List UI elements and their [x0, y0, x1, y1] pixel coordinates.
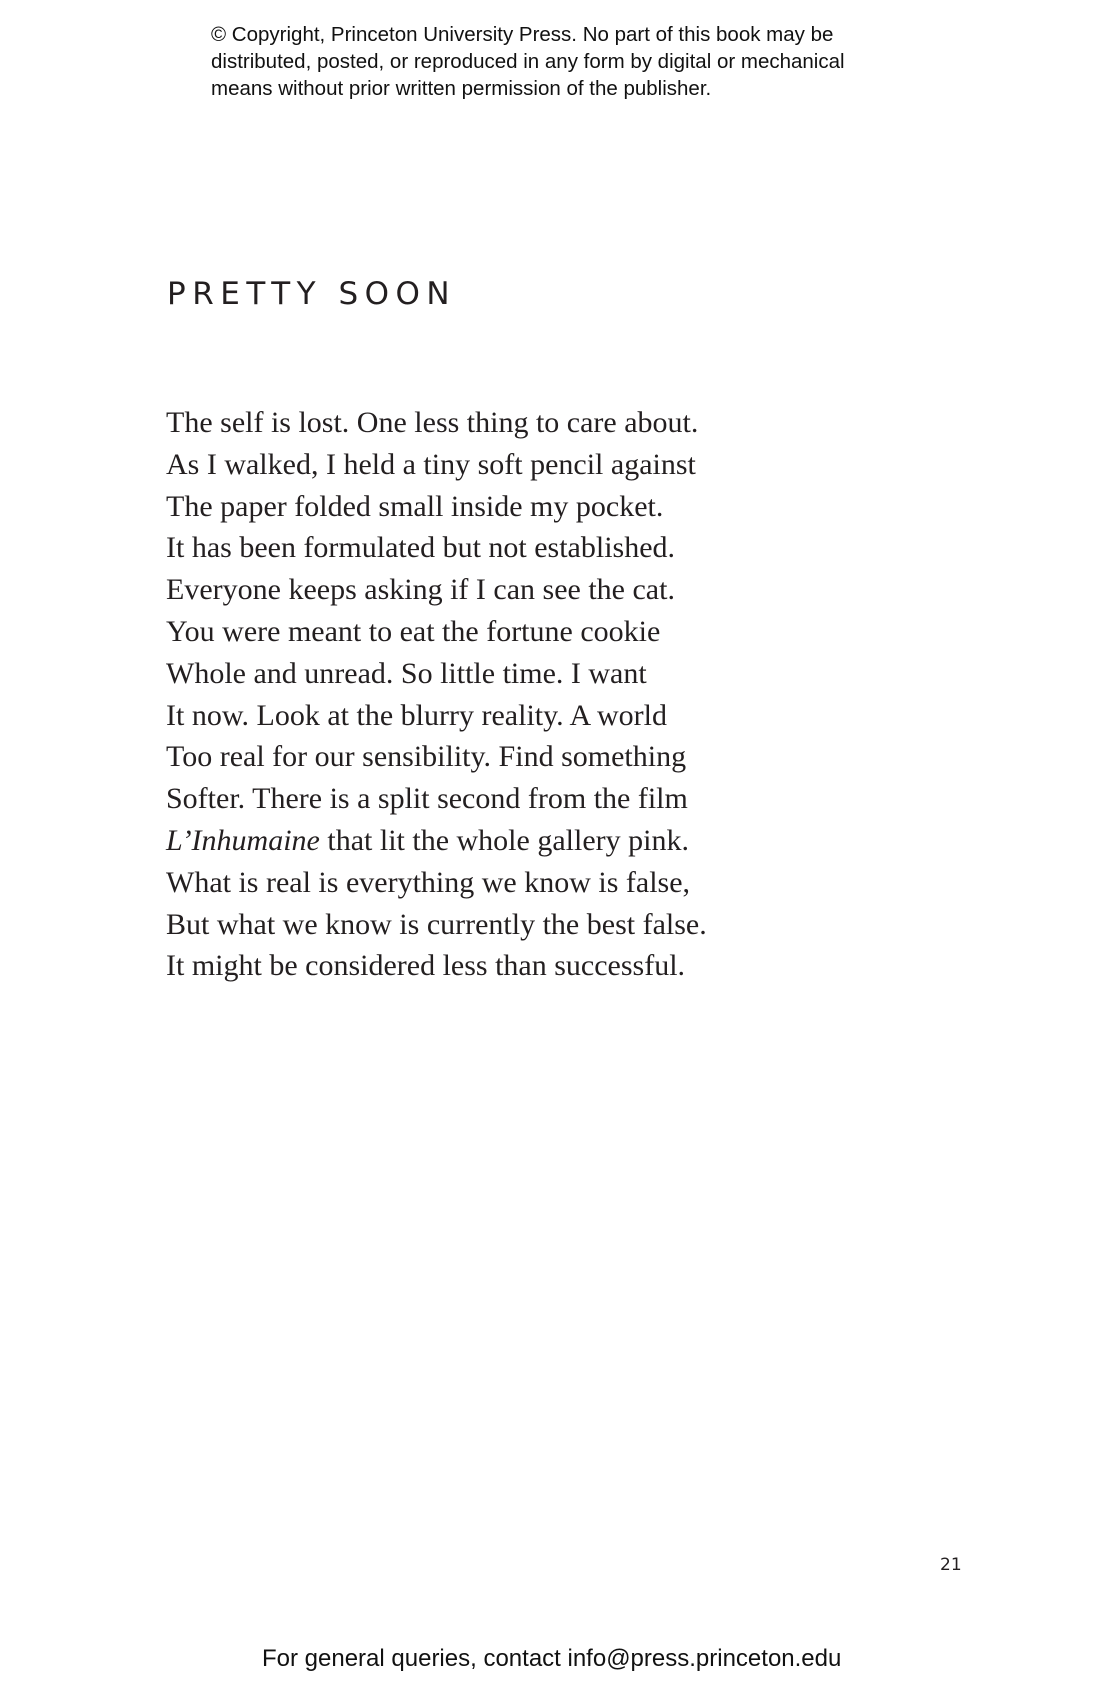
copyright-line-2: distributed, posted, or reproduced in any form by digital or mechanical — [211, 50, 845, 73]
poem-line-11-rest: that lit the whole gallery pink. — [319, 823, 689, 857]
poem-line-8: It now. Look at the blurry reality. A world — [166, 698, 668, 732]
poem-line-14: It might be considered less than successful. — [166, 949, 686, 983]
poem-title: PRETTY SOON — [167, 276, 457, 312]
poem-line-9: Too real for our sensibility. Find something — [166, 740, 687, 774]
poem-line-11 — [166, 820, 866, 862]
poem-line-6: You were meant to eat the fortune cookie — [166, 614, 661, 648]
poem-body — [166, 402, 866, 987]
page-number: 21 — [940, 1555, 962, 1575]
poem-line-2: As I walked, I held a tiny soft pencil against — [166, 447, 696, 481]
film-title: L’Inhumaine — [166, 823, 320, 857]
poem-line-4: It has been formulated but not established. — [166, 531, 676, 565]
poem-line-13: But what we know is currently the best false. — [166, 907, 707, 941]
copyright-line-3: means without prior written permission of the publisher. — [211, 77, 712, 100]
copyright-line-1: © Copyright, Princeton University Press. No part of this book may be — [211, 23, 834, 46]
poem-line-10: Softer. There is a split second from the film — [166, 782, 688, 816]
poem-line-5: Everyone keeps asking if I can see the cat. — [166, 573, 675, 607]
footer-contact: For general queries, contact info@press.princeton.edu — [262, 1645, 842, 1672]
poem-line-1: The self is lost. One less thing to care about. — [166, 406, 699, 439]
copyright-notice — [211, 21, 931, 102]
poem-line-12: What is real is everything we know is false, — [166, 865, 691, 899]
poem-line-7: Whole and unread. So little time. I want — [166, 656, 647, 690]
poem-line-3: The paper folded small inside my pocket. — [166, 489, 664, 523]
